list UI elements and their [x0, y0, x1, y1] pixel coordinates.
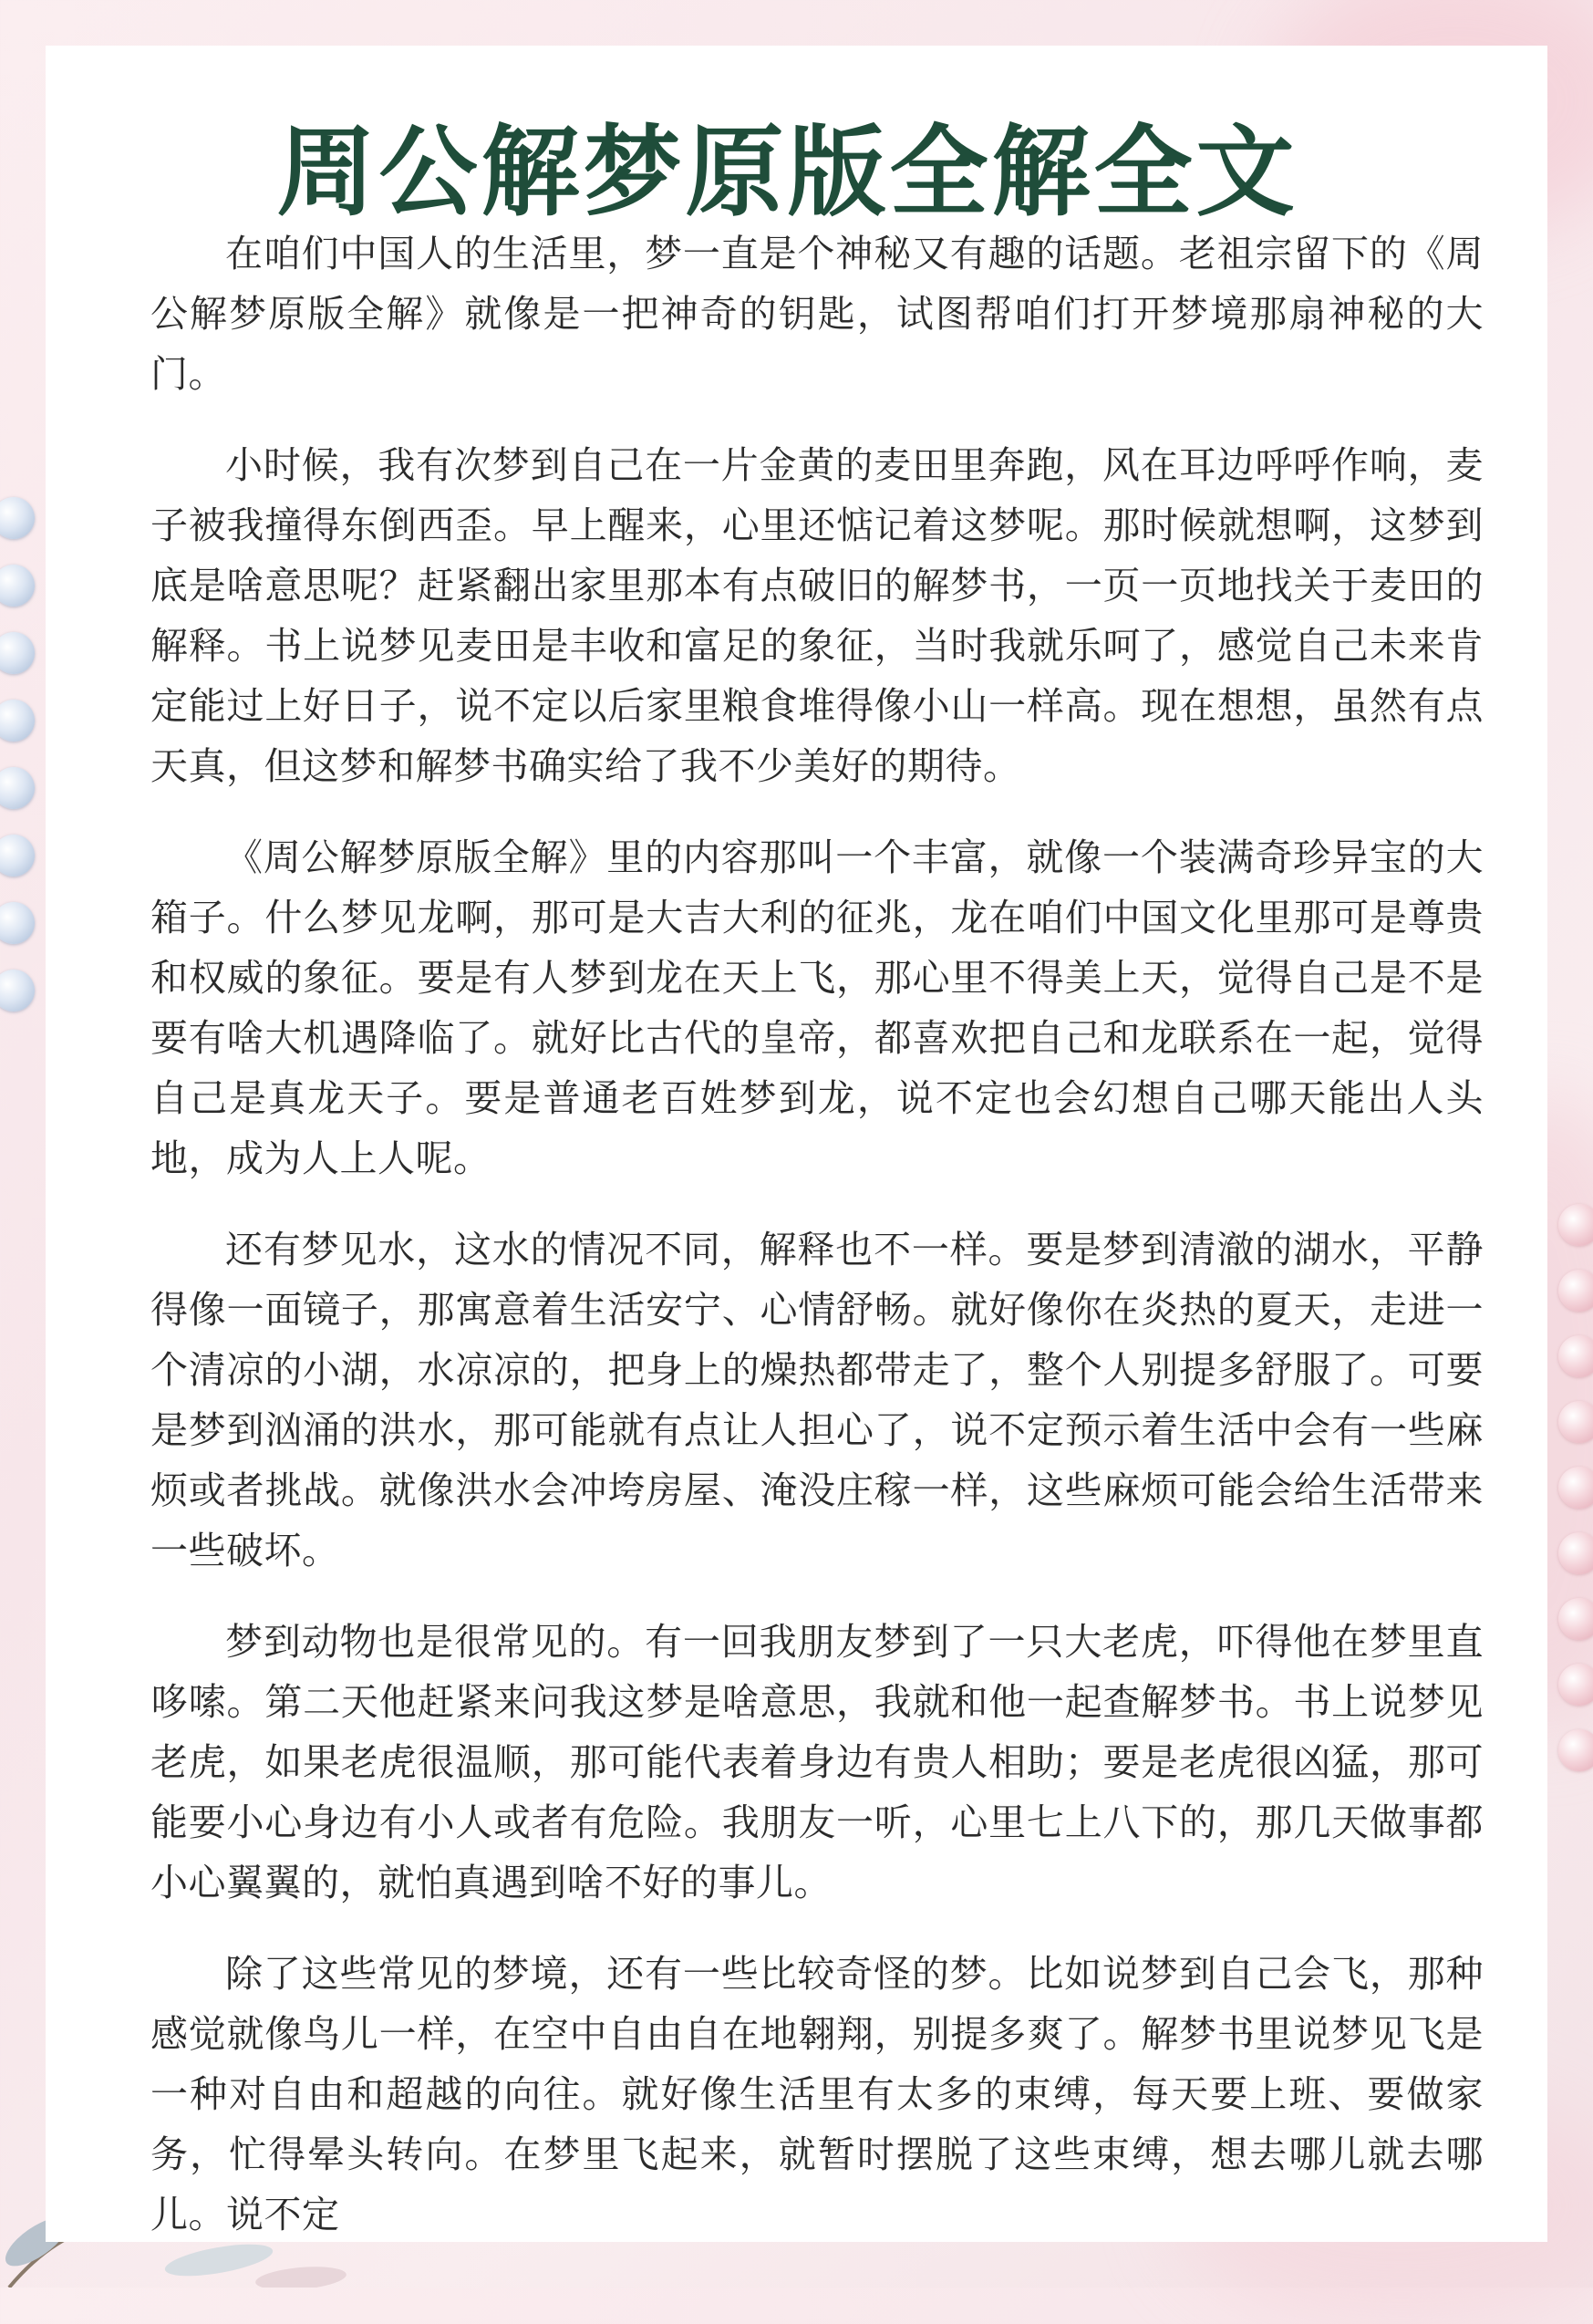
bead-icon — [0, 565, 35, 607]
bead-icon — [1558, 1664, 1593, 1706]
bead-icon — [0, 632, 35, 674]
paragraph: 还有梦见水，这水的情况不同，解释也不一样。要是梦到清澈的湖水，平静得像一面镜子，那寓意着生活安宁、心情舒畅。就好像你在炎热的夏天，走进一个清凉的小湖，水凉凉的，把身上的燥热都带走了，整个人别提多舒服了。可要是梦到汹涌的洪水，那可能就有点让人担心了，说不定预示着生活中会有一些麻烦或者挑战。就像洪水会冲垮房屋、淹没庄稼一样，这些麻烦可能会给生活带来一些破坏。 — [150, 1228, 1484, 1572]
bead-icon — [1558, 1401, 1593, 1443]
paragraph: 除了这些常见的梦境，还有一些比较奇怪的梦。比如说梦到自己会飞，那种感觉就像鸟儿一样，在空中自由自在地翱翔，别提多爽了。解梦书里说梦见飞是一种对自由和超越的向往。就好像生活里有太多的束缚，每天要上班、要做家务，忙得晕头转向。在梦里飞起来，就暂时摆脱了这些束缚，想去哪儿就去哪儿。说不定 — [150, 1952, 1484, 2236]
bead-icon — [0, 970, 35, 1012]
paragraph: 在咱们中国人的生活里，梦一直是个神秘又有趣的话题。老祖宗留下的《周公解梦原版全解》就像是一把神奇的钥匙，试图帮咱们打开梦境那扇神秘的大门。 — [150, 232, 1484, 396]
paragraph: 梦到动物也是很常见的。有一回我朋友梦到了一只大老虎，吓得他在梦里直哆嗦。第二天他赶紧来问我这梦是啥意思，我就和他一起查解梦书。书上说梦见老虎，如果老虎很温顺，那可能代表着身边有贵人相助；要是老虎很凶猛，那可能要小心身边有小人或者有危险。我朋友一听，心里七上八下的，那几天做事都小心翼翼的，就怕真遇到啥不好的事儿。 — [150, 1620, 1484, 1904]
decorative-beads-right — [1547, 1204, 1593, 1795]
page-title: 周公解梦原版全解全文 — [276, 116, 1298, 230]
paragraph: 《周公解梦原版全解》里的内容那叫一个丰富，就像一个装满奇珍异宝的大箱子。什么梦见龙啊，那可是大吉大利的征兆，龙在咱们中国文化里那可是尊贵和权威的象征。要是有人梦到龙在天上飞，那心里不得美上天，觉得自己是不是要有啥大机遇降临了。就好比古代的皇帝，都喜欢把自己和龙联系在一起，觉得自己是真龙天子。要是普通老百姓梦到龙，说不定也会幻想自己哪天能出人头地，成为人上人呢。 — [150, 835, 1484, 1180]
bead-icon — [1558, 1204, 1593, 1246]
bead-icon — [0, 835, 35, 877]
bead-icon — [0, 902, 35, 944]
bead-icon — [1558, 1335, 1593, 1377]
bead-icon — [1558, 1467, 1593, 1509]
document-card — [46, 46, 1547, 2242]
bead-icon — [1558, 1532, 1593, 1574]
bead-icon — [0, 497, 35, 539]
bead-icon — [0, 700, 35, 742]
bead-icon — [1558, 1598, 1593, 1640]
paragraph: 小时候，我有次梦到自己在一片金黄的麦田里奔跑，风在耳边呼呼作响，麦子被我撞得东倒西歪。早上醒来，心里还惦记着这梦呢。那时候就想啊，这梦到底是啥意思呢？赶紧翻出家里那本有点破旧的解梦书，一页一页地找关于麦田的解释。书上说梦见麦田是丰收和富足的象征，当时我就乐呵了，感觉自己未来肯定能过上好日子，说不定以后家里粮食堆得像小山一样高。现在想想，虽然有点天真，但这梦和解梦书确实给了我不少美好的期待。 — [150, 443, 1484, 788]
article-body — [150, 121, 1484, 2245]
decorative-beads-left — [0, 497, 46, 1037]
bead-icon — [1558, 1270, 1593, 1312]
bead-icon — [1558, 1729, 1593, 1771]
bead-icon — [0, 767, 35, 809]
